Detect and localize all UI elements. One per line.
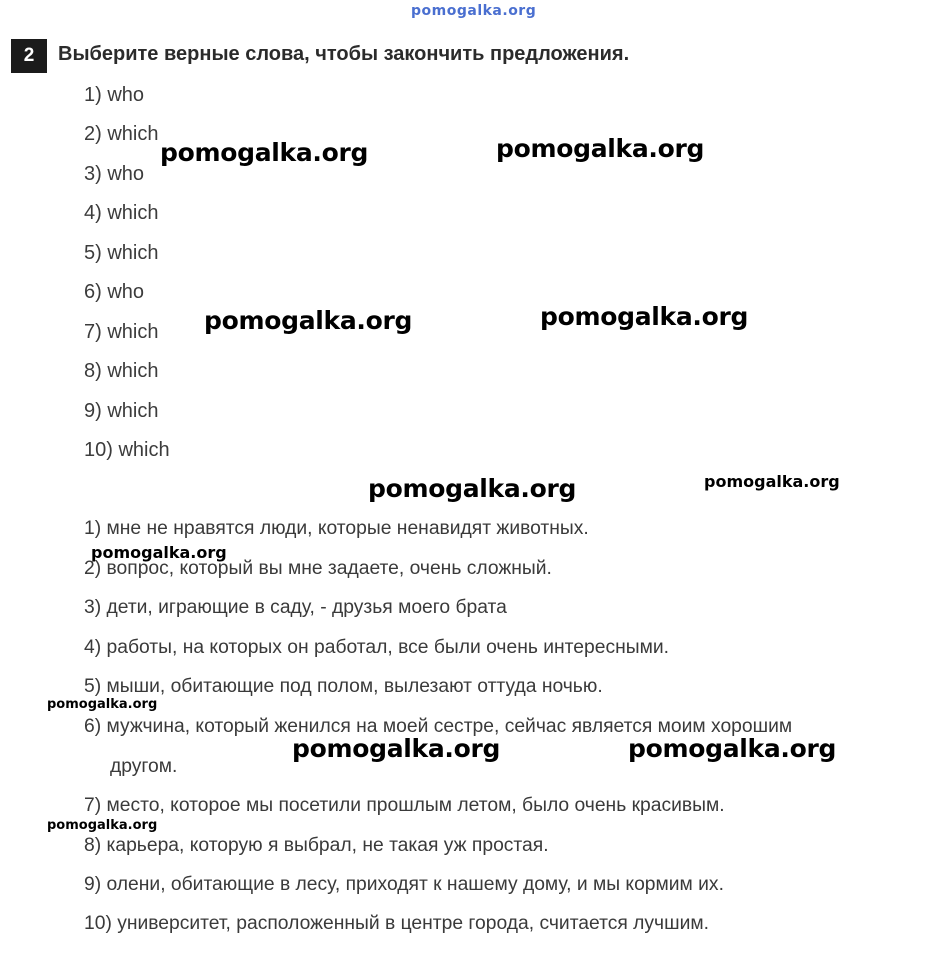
sentence-item: 8) карьера, которую я выбрал, не такая уж простая. bbox=[84, 835, 549, 856]
sentence-item: 4) работы, на которых он работал, все были очень интересными. bbox=[84, 637, 669, 658]
answer-item: 9) which bbox=[84, 400, 159, 422]
sentence-item: 6) мужчина, который женился на моей сестре, сейчас является моим хорошим bbox=[84, 716, 793, 737]
answer-item: 10) which bbox=[84, 439, 170, 461]
sentence-item: 3) дети, играющие в саду, - друзья моего брата bbox=[84, 597, 507, 618]
watermark: pomogalka.org bbox=[704, 472, 840, 491]
watermark: pomogalka.org bbox=[47, 818, 158, 833]
answer-item: 1) who bbox=[84, 84, 145, 106]
sentence-item: 10) университет, расположенный в центре города, считается лучшим. bbox=[84, 913, 709, 934]
watermark: pomogalka.org bbox=[160, 138, 369, 167]
answer-item: 5) which bbox=[84, 242, 159, 264]
sentence-item: 2) вопрос, который вы мне задаете, очень сложный. bbox=[84, 558, 552, 579]
task-instruction: Выберите верные слова, чтобы закончить предложения. bbox=[58, 43, 630, 65]
sentence-item: 1) мне не нравятся люди, которые ненавидят животных. bbox=[84, 518, 589, 539]
sentence-item: 7) место, которое мы посетили прошлым летом, было очень красивым. bbox=[84, 795, 725, 816]
answer-item: 8) which bbox=[84, 360, 159, 382]
watermark: pomogalka.org bbox=[496, 134, 705, 163]
sentence-continuation: другом. bbox=[110, 756, 178, 777]
answer-item: 3) who bbox=[84, 163, 145, 185]
sentence-item: 5) мыши, обитающие под полом, вылезают оттуда ночью. bbox=[84, 676, 603, 697]
site-watermark-top: pomogalka.org bbox=[411, 3, 537, 19]
watermark: pomogalka.org bbox=[368, 474, 577, 503]
watermark: pomogalka.org bbox=[540, 302, 749, 331]
sentence-item: 9) олени, обитающие в лесу, приходят к нашему дому, и мы кормим их. bbox=[84, 874, 724, 895]
task-number-badge: 2 bbox=[11, 39, 47, 73]
answer-item: 4) which bbox=[84, 202, 159, 224]
watermark: pomogalka.org bbox=[628, 734, 837, 763]
watermark: pomogalka.org bbox=[91, 543, 227, 562]
answer-item: 2) which bbox=[84, 123, 159, 145]
answer-item: 7) which bbox=[84, 321, 159, 343]
answer-item: 6) who bbox=[84, 281, 145, 303]
watermark: pomogalka.org bbox=[292, 734, 501, 763]
watermark: pomogalka.org bbox=[204, 306, 413, 335]
watermark: pomogalka.org bbox=[47, 697, 158, 712]
